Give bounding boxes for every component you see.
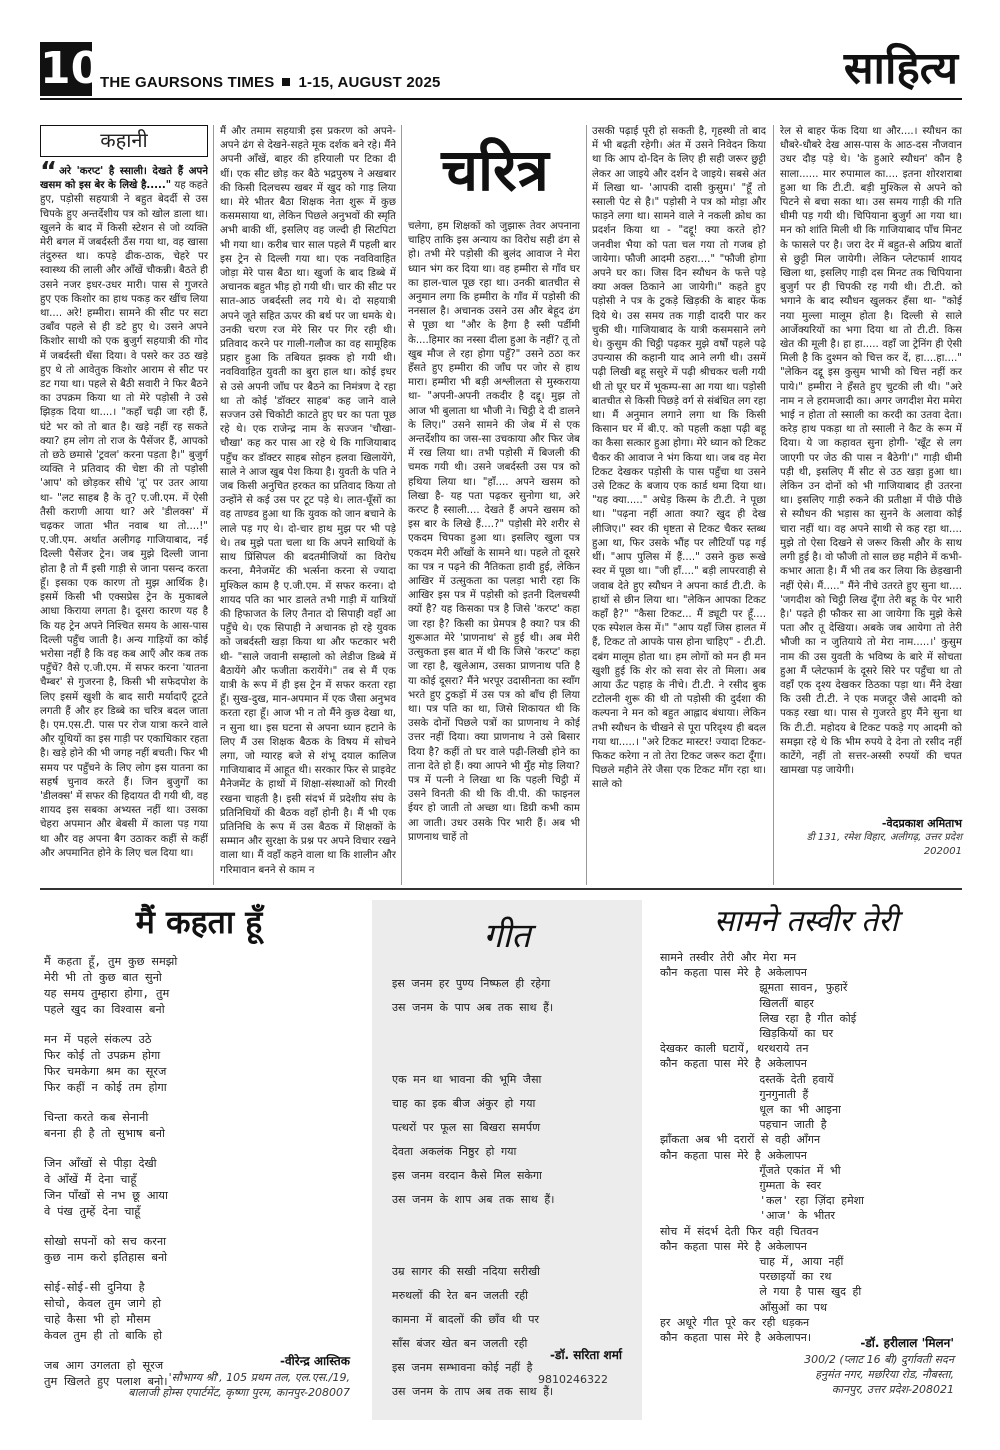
poem-line: झूमता सावन, फुहारें [660,981,848,995]
poem-samne-tasveer [650,900,962,1420]
story-author [780,817,962,859]
poem-line: दस्तकें देती हवायें [660,1072,834,1086]
story-text: रेल से बाहर फेंक दिया था और....। स्यौधन का धौबरे-धौबरे देख आस-पास के आठ-दस नौजवान उधर दौड़ पड़े थे। 'के हुआरे स्यौधन' कौन है साला...... मार रुपामाल का.... इतना शोरशराबा हुआ था कि टी.टी. बड़ी मुश्किल से अपने को पिटने से बचा सका था। उस समय गाड़ी की गति धीमी पड़ गयी थी। चिपियाना बुजुर्ग आ गया था। मन को शांति मिली थी कि गाजियाबाद पाँच मिनट के फासले पर है। जरा देर में बहुत-से अप्रिय बातों से छुट्टी मिल जायेगी। लेकिन प्लेटफार्म शायद खिला था, इसलिए गाड़ी दस मिनट तक चिपियाना बुजुर्ग पर ही चिपकी रह गयी थी। टी.टी. को भगाने के बाद स्यौधन खुलकर हँसा था- "कोई नया मुल्ला मालूम होता है। दिल्ली से साले आर्जेक्यरियों का भगा दिया था तो टी.टी. किस खेत की मूली है। हा हा..... वहाँ जा ट्रेनिंग ही ऐसी मिली है कि दुश्मन को चित्त कर दें, हा....हा...." "लेकिन दद्दू इस कुसुम भाभी को चित्त नहीं कर पाये।" हम्मीरा ने हँसते हुए चुटकी ली थी। "अरे नाम न ले हरामजादी का। अगर जगदीश मेरा ममेरा भाई न होता तो स्साली का करदी का उतवा देता। करेड़ हाथ पकड़ा था तो स्साली ने कैट के रूम में दिया। ये जा कहावत सुना होगी- 'खूँट से लग जाएगी पर जेठ की पास न बैठेगी'।" गाड़ी धीमी पड़ी थी, इसलिए मैं सीट से उठ खड़ा हुआ था। लेकिन उन दोनों को भी गाजियाबाद ही उतरना था। इसलिए गाड़ी रुकने की प्रतीक्षा में पीछे पीछे से स्यौधन की भड़ास का सुनने के अलावा कोई चारा नहीं था। वह अपने साथी से कह रहा था.... मुझे तो ऐसा दिखने से जरूर किसी और के साथ लगी हुई है। वो फौजी तो साल छह महीने में कभी-कभार आता है। मैं भी तब कर लिया कि छेड़खानी नहीं ऐसे। मैं....." मैंने नीचे उतरते हुए सुना था.... 'जगदीश को चिट्ठी लिख दूँगा तेरी बहू के पेर भारी है।' पढ़ते ही फौकर सा आ जायेगा कि मुझे केसे पता और तू देखिया। अबके जब आयेगा तो तेरी भौजी का न जुतियाये तो मेरा नाम.....।' कुसुम नाम की उस युवती के भविष्य के बारे में सोचता हुआ मैं प्लेटफार्म के दूसरे सिरे पर पहुँचा था तो वहाँ एक दृश्य देखकर ठिठका पड़ा था। मैंने देखा कि उसी टी.टी. ने एक मजदूर जैसे आदमी को पकड़ रखा था। पास से गुजरते हुए मैंने सुना था कि टी.टी. महोदय बे टिकट पकड़े गए आदमी को समझा रहे थे कि भीम रुपये दे देना तो रसीद नहीं काटेंगे, नहीं तो सत्तर-अस्सी रुपयों की चपत खामखा पड़ जायेगी। [780,126,962,777]
poem-line: सोचो, केवल तुम जागे हो [44,1297,162,1310]
poem-line: फिर चमकेगा श्रम का सूरज [44,1065,167,1078]
poem-title: सामने तस्वीर तेरी [713,904,899,939]
poem-line: पहले खुद का विश्वास बनो [44,1003,165,1016]
poem-line [44,1266,358,1280]
poem-line: परछाइयों का रथ [660,1270,832,1284]
poem-line: इस जनम सम्भावना कोई नहीं है [392,1361,533,1374]
poem-line: वे पंख तुम्हें देना चाहूँ [44,1205,141,1218]
poem-line: पत्थरों पर फूल सा बिखरा समर्पण [392,1121,541,1134]
column-divider [401,125,402,885]
poem-address [128,1370,350,1400]
poem-line: फिर कोई तो उपक्रम होगा [44,1049,161,1062]
poem-line: कुछ नाम करो इतिहास बनो [44,1251,168,1264]
poem-line: धूल का भी आइना [660,1103,841,1117]
address-line: 'सौभाग्य श्री', 105 प्रथम तल, एल.एस./19, [168,1371,350,1384]
poem-line: चिन्ता करते कब सेनानी [44,1111,149,1124]
poem-line: हर अधूरे गीत पूरे कर रही धड़कन [660,1315,810,1329]
poem-line: जिन पाँखों से नभ छू आया [44,1189,168,1202]
paper-info [100,74,441,91]
poem-line: देवता अकलंक निष्ठुर हो गया [392,1145,517,1158]
poem-line: देखकर काली घटायें, थरथराये तन [660,1042,809,1056]
poem-line: सोच में संदर्भ देती फिर वही चितवन [660,1224,819,1238]
poem-line: झाँकता अब भी दरारों से वही आँगन [660,1133,821,1147]
poem-line: 'आज' के भीतर [660,1209,836,1223]
story-text: यह कहते हुए, पड़ोसी सहयात्री ने बहुत बेदर्दी से उस चिपके हुए अन्तर्देशीय पत्र को खोल डाला था। खुलने के बाद में किसी स्टेशन से जो व्यक्ति मेरी बगल में जबर्दस्ती ठँस गया था, वह खासा तंदुरुस्त था। कपड़े ढीक-ठाक, चेहरे पर स्वास्थ्य की लाली और आँखें चौकन्नी। बैठते ही उसने नजर इधर-उधर मारी। पास से गुजरते हुए एक किशोर का हाथ पकड़ कर खींच लिया था.... अरे! हम्मीरा। सामने की सीट पर सटा उबाँव पहले से ही डटे हुए थे। उसने अपने किशोर साथी को एक बुजुर्ग सहयात्री की गोद में जबर्दस्ती धँसा दिया। वे पसरे कर उठ खड़े हुए थे तो आवेतुक किशोर आराम से सीट पर डट गया था। पहले से बैठी सवारी ने फिर बैठने का उपक्रम किया था तो मेरे पड़ोसी ने उसे झिड़क दिया था....। "कहाँ चढ़ी जा रही हैं, घंटे भर को तो बात है। खड़े नहीं रह सकते क्या? हम लोग तो राज के पैसेंजर हैं, आपको तो छठे छमासे 'ट्रवल' करना पड़ता है।" बुजुर्ग व्यक्ति ने प्रतिवाद की चेष्टा की तो पड़ोसी 'आप' को छोड़कर सीधे 'तू' पर उतर आया था- "लट साहब है के तू? ए.जी.एम. में ऐसी तैसी कराणी आया था? अरे 'डीलक्स' में चढ़कर जाता भीत नवाब था तो....!" ए.जी.एम. अर्थात अलीगढ़ गाजियाबाद, नई दिल्ली पैसेंजर ट्रेन। जब मुझे दिल्ली जाना होता है तो मैं इसी गाड़ी से जाना पसन्द करता हूँ। इसका एक कारण तो मुझ आर्थिक है। इसमें किसी भी एक्सप्रेस ट्रेन के मुकाबले आधा किराया लगता है। दूसरा कारण यह है कि यह ट्रेन अपने निश्चित समय के आस-पास दिल्ली पहुँच जाती है। अन्य गाड़ियों का कोई भरोसा नहीं है कि वह कब आएँ और कब तक पहुँचें? वैसे ए.जी.एम. में सफर करना 'यातना चैम्बर' से गुजरना है, किसी भी सफेदपोश के लिए इसमें खुशी के बाद सारी मर्यादाएँ टूटते लगती हैं और हर डिब्बे का चरित्र बदल जाता है। एम.एस.टी. पास पर रोज यात्रा करने वाले और यूथियों का इस गाड़ी पर एकाधिकार रहता है। खड़े होने की भी जगह नहीं बचती। फिर भी समय पर पहुँचने के लिए लोग इस यातना का सहर्ष चुनाव करते हैं। जिन बुजुर्गों का 'डीलक्स' में सफर की हिदायत दी गयी थी, वह शायद इस सबका अभ्यस्त नहीं था। उसका चेहरा अपमान और बेबसी में काला पड़ गया था और वह अपना बैग उठाकर कहीं से कहीं और अपमानित होने के लिए चल दिया था। [40,180,208,859]
poem-title: गीत [483,916,531,956]
story [40,125,962,895]
column-divider [773,125,774,885]
story-column-1 [40,125,208,885]
author-address: डी 131, रमेश विहार, अलीगढ़, उत्तर प्रदेश 202001 [806,832,962,857]
poem-line: गुनगुनाती हैं [660,1087,809,1101]
poem-line: वे आँखें मैं देना चाहूँ [44,1173,137,1186]
poem-line: साँस बंजर खेत बन जलती रही [392,1337,528,1350]
story-text: मैं और तमाम सहयात्री इस प्रकरण को अपने-अपने ढंग से देखने-सहते मूक दर्शक बने रहे। मैंने अपनी आँखें, बाहर की हरियाली पर टिका दी थीं। एक सीट छोड़ कर बैठे भद्रपुरुष ने अखबार की किसी दिलचस्प खबर में खुद को गाड़ लिया था। मेरे भीतर बैठा शिक्षक नेता शुरू में कुछ कसमसाया था, लेकिन पिछले अनुभवों की स्मृति अभी बाकी थीं, इसलिए वह जल्दी ही सिटपिटा भी गया था। करीब चार साल पहले मैं पहली बार इस ट्रेन से दिल्ली गया था। एक नवविवाहित जोड़ा मेरे पास बैठा था। खुर्जा के बाद डिब्बे में अचानक बहुत भीड़ हो गयी थी। चार की सीट पर सात-आठ जबर्दस्ती लद गये थे। दो सहयात्री अपने जूते सहित ऊपर की बर्थ पर जा धमके थे। उनकी चरण रज मेरे सिर पर गिर रही थी। प्रतिवाद करने पर गाली-गलौज का वह सामूहिक प्रहार हुआ कि तबियत झक्क हो गयी थी। नवविवाहित युवती का बुरा हाल था। कोई इधर से उसे अपनी जाँघ पर बैठने का निमंत्रण दे रहा था तो कोई 'डॉक्टर साहब' कह जाने वाले सज्जन उसे चिकोटी काटते हुए घर का पता पूछ रहे थे। एक राजेन्द्र नाम के सज्जन 'चौखा-चौखा' कह कर पास आ रहे थे कि गाजियाबाद पहुँच कर डॉक्टर साहब सोहन हलवा खिलायेंगे, साले ने आज खुब पेश किया है। युवती के पति ने जब किसी अनुचित हरकत का प्रतिवाद किया तो उन्होंने से कई उस पर टूट पड़े थे। लात-घूँसों का वह ताण्डव हुआ था कि युवक को जान बचाने के लाले पड़ गए थे। दो-चार हाथ मुझ पर भी पड़े थे। तब मुझे पता चला था कि अपने साथियों के साथ प्रिंसिपल की बदतमीजियों का विरोध करना, मैनेजमेंट की भर्त्सना करना से ज्यादा मुश्किल काम है ए.जी.एम. में सफर करना। दो शायद पति का भार डालते तभी गाड़ी में यात्रियों की हिफाजत के लिए तैनात दो सिपाही वहाँ आ पहुँचे थे। एक सिपाही ने अचानक हो रहे युवक को जबर्दस्ती खड़ा किया था और फटकार भरी थी- "साले जवानी सम्हालो को लेडीज डिब्बे में बैठायेंगे और फजीता करायेंगे।" तब से मैं एक यात्री के रूप में ही इस ट्रेन में सफर करता रहा हूँ। सुख-दुख, मान-अपमान में एक जैसा अनुभव करता रहा हूँ। आज भी न तो मैंने कुछ देखा था, न सुना था। इस घटना से अपना ध्यान हटाने के लिए मैं उस शिक्षक बैठक के विषय में सोचने लगा, जो ग्यारह बजे से शंभू दयाल कालिज गाजियाबाद में आहूत थी। सरकार फिर से प्राइवेट मैनेजमेंट के हाथों में शिक्षा-संस्थाओं को गिरवी रखना चाहती है। इसी संदर्भ में प्रदेशीय संघ के प्रतिनिधियों की बैठक वहाँ होनी है। मैं भी एक प्रतिनिधि के रूप में उस बैठक में शिक्षकों के सम्मान और सुरक्षा के प्रश्न पर अपने विचार रखने वाला था। मैं वहाँ कहने वाला था कि शालीन और गरिमावान बनने से काम न [220,126,396,876]
poem-line: मन में पहले संकल्प उठे [44,1033,152,1046]
poem-line: बनना ही है तो सुभाष बनो [44,1127,165,1140]
poem-line: एक मन था भावना की भूमि जैसा [392,1073,542,1086]
story-column-2 [220,125,396,885]
story-column-4 [592,125,766,885]
poem-geet [372,900,642,1420]
poem-line: लिख रहा है गीत कोई [660,1011,857,1025]
poem-line: पहचान जाती है [660,1118,827,1132]
poem-line: आँसुओं का पथ [660,1300,828,1314]
poem-line: यह समय तुम्हारा होगा, तुम [44,987,170,1000]
poem-line: तुम खिलते हुए पलाश बनो। [44,1375,168,1388]
category-label: कहानी [40,125,208,157]
story-title: चरित्र [441,136,549,204]
poem-line [44,1142,358,1156]
poem-line: उम्र सागर की सखी नदिया सरीखी [392,1265,540,1278]
poem-line [392,1212,642,1236]
poem-line: कौन कहता पास मेरे है अकेलापन [660,1239,807,1253]
poem-phone: 9810246322 [538,1373,608,1386]
poem-line: चाह का इक बीज अंकुर हो गया [392,1097,536,1110]
poem-line: केवल तुम ही तो बाकि हो [44,1329,163,1342]
author-name: -वेदप्रकाश अमिताभ [881,817,962,830]
poem-address [804,1352,954,1397]
poem-line: सामने तस्वीर तेरी और मेरा मन [660,951,797,964]
poem-line: इस जनम वरदान कैसे मिल सकेगा [392,1169,542,1182]
poem-line [44,1096,358,1110]
address-line: कानपुर, उत्तर प्रदेश-208021 [831,1383,954,1396]
poem-line: ले गया है पास खुद ही [660,1285,862,1299]
poem-line: कौन कहता पास मेरे है अकेलापन [660,1057,807,1071]
poem-line: खिड़कियों का घर [660,1027,834,1041]
poem-line: मरुथलों की रेत बन जलती रही [392,1289,528,1302]
poem-line: जिन आँखों से पीड़ा देखी [44,1157,157,1170]
poem-lines [40,954,358,1390]
poem-line [392,1044,642,1068]
poem-line: उस जनम के ताप अब तक साथ हैं। [392,1385,554,1398]
poem-line: कामना में बादलों की छाँव थी पर [392,1313,540,1326]
poem-line [392,1020,642,1044]
poem-line: सोई-सोई-सी दुनिया है [44,1281,145,1294]
separator-square-icon [282,78,290,86]
address-line: 300/2 (प्लाट 16 बी) दुर्गावती सदन [804,1353,954,1366]
poem-line: कौन कहता पास मेरे है अकेलापन [660,966,807,980]
poem-line: गूँजते एकांत में भी [660,1163,841,1177]
poem-line [392,1236,642,1260]
poem-line: फिर कहीं न कोई तम होगा [44,1081,167,1094]
poem-author: -वीरेन्द्र आस्तिक [279,1354,350,1368]
poem-lines [650,950,962,1345]
page-number: 10 [40,43,102,94]
section-title: साहित्य [843,43,958,94]
quote-open-icon: “ [40,157,58,187]
story-lead: अरे 'करप्ट' है स्साली। देखते हैं अपने खसम को इस बेर के लिखे है....." [40,166,208,192]
column-divider [213,125,214,885]
poem-line: 'कल' रहा ज़िंदा हमेशा [660,1194,864,1208]
issue-date: 1-15, AUGUST 2025 [298,74,441,91]
poem-line [44,1220,358,1234]
poem-title: मैं कहता हूँ [135,903,263,941]
poem-main-kehta-hoon [40,900,358,1420]
poem-line: मैं कहता हूँ, तुम कुछ समझो [44,955,178,968]
story-column-3 [408,220,580,885]
poem-line: उस जनम के पाप अब तक साथ हैं। [392,1001,554,1014]
story-text: चलेगा, हम शिक्षकों को जुझारू तेवर अपनाना चाहिए ताकि इस अन्याय का विरोध सही ढंग से हो। तभी मेरे पड़ोसी की बुलंद आवाज ने मेरा ध्यान भंग कर दिया था। वह हम्मीरा से गाँव घर का हाल-चाल पूछ रहा था। उनकी बातचीत से अनुमान लगा कि हम्मीरा के गाँव में पड़ोसी की ननसाल है। अचानक उसने उस और बेहूद ढंग से पूछा था "और के हैगा है स्सी पर्डीमी के....हिमार का नस्सा दीला हुआ के नहीं? तू तो खुब मौज ले रहा होगा पहुँ?" उसने ठठा कर हँसते हुए हम्मीरा की जाँघ पर जोर से हाथ मारा। हम्मीरा भी बड़ी अश्लीलता से मुस्कराया था- "अपनी-अपनी तकदीर है दद्दू। मुझ तो आज भी बुलाता था भौजी ने। चिट्ठी दे दी डालने के लिए।" उसने सामने की जेब में से एक अन्तर्देशीय का जस-सा उचकाया और फिर जेब में रख लिया था। तभी पड़ोसी में बिजली की चमक गयी थी। उसने जबर्दस्ती उस पत्र को हथिया लिया था। "हाँ.... अपने खसम को लिखा है- यह पता पढ़कर सुनोगा था, अरे करप्ट है स्साली.... देखते हैं अपने खसम को इस बार के लिखे हैं....?" पड़ोसी मेरे शरीर से एकदम चिपका हुआ था। इसलिए खुला पत्र एकदम मेरी आँखों के सामने था। पहले तो दूसरे का पत्र न पढ़ने की नैतिकता हावी हुई, लेकिन आखिर में उत्सुकता का पलड़ा भारी रहा कि आखिर इस पत्र में पड़ोसी को इतनी दिलचस्पी क्यों है? यह किसका पत्र है जिसे 'करप्ट' कहा जा रहा है? किसी का प्रेमपत्र है क्या? पत्र की शुरूआत मेरे 'प्राणनाथ' से हुई थी। अब मेरी उत्सुकता इस बात में थी कि जिसे 'करप्ट' कहा जा रहा है, खुलेआम, उसका प्राणनाथ पति है या कोई दूसरा? मैंने भरपूर उदासीनता का स्वाँग भरते हुए टुकड़ों में उस पत्र को बाँच ही लिया था। पत्र पति का था, जिसे शिकायत थी कि उसके दोनों पिछले पत्रों का प्राणनाथ ने कोई उत्तर नहीं दिया। क्या प्राणनाथ ने उसे बिसार दिया है? कहीं तो घर वाले पढ़ी-लिखी होने का ताना देते हो हैं। क्या आपने भी मुँह मोड़ लिया? पत्र में पत्नी ने लिखा था कि पहली चिट्ठी में उसने विनती की थी कि वी.पी. की फाइनल ईयर हो जाती तो अच्छा था। डिग्री कभी काम आ जाती। उधर उसके पिर भारी हैं। अब भी प्राणनाथ चाहें तो [408,221,580,843]
address-line: बालाजी होम्स एपार्टमेंट, कृष्णा पुरम, कानपुर-208007 [128,1386,350,1399]
poem-line: कौन कहता पास मेरे है अकेलापन [660,1148,807,1162]
poem-line [44,1018,358,1032]
poem-author: -डॉ. सरिता शर्मा [550,1348,622,1362]
masthead [40,40,962,100]
poem-line: जब आग उगलता हो सूरज [44,1359,164,1372]
poem-line: मेरी भी तो कुछ बात सुनो [44,971,162,984]
story-column-5 [780,125,962,811]
poem-line: कौन कहता पास मेरे है अकेलापन। [660,1331,812,1345]
story-text: उसकी पढ़ाई पूरी हो सकती है, गृहस्थी तो बाद में भी बढ़ती रहेगी। अंत में उसने निवेदन किया था कि आप दो-दिन के लिए ही सही जरूर छुट्टी लेकर आ जाइये और दर्शन दे जाइये। सबसे अंत में लिखा था- 'आपकी दासी कुसुम।' "हूँ तो स्साली पेट से है।" पड़ोसी ने पत्र को मोड़ा और फाड़ने लगा था। सामने वाले ने नकली क्रोध का प्रदर्शन किया था - "दद्दू! क्या करते हो? जनवीश भैया को पता चल गया तो गजब हो जायेगा। फौजी आदमी ठहरा...." "फौजी होगा अपने घर का। जिस दिन स्यौधन के फत्ते पड़े क्या अक्ल ठिकाने आ जायेगी।" कहते हुए पड़ोसी ने पत्र के टुकड़े खिड़की के बाहर फेंक दिये थे। उस समय तक गाड़ी दादरी पार कर चुकी थी। गाजियाबाद के यात्री कसमसाने लगे थे। कुसुम की चिट्ठी पढ़कर मुझे वर्षों पहले पढ़े उपन्यास की कहानी याद आने लगी थी। उसमें पढ़ी लिखी बहू ससुरे में पढ़ी श्रीचकर चली गयी थी तो घूर घर में भूकम्प-सा आ गया था। पड़ोसी बातचीत से किसी पिछड़े वर्ग से संबंधित लग रहा था। मैं अनुमान लगाने लगा था कि किसी किसान घर में बी.ए. को पहली कक्षा पढ़ी बहू का कैसा सत्कार हुआ होगा। मेरे ध्यान को टिकट चैकर की आवाज ने भंग किया था। जब वह मेरा टिकट देखकर पड़ोसी के पास पहुँचा था उसने उसे टिकट के बजाय एक कार्ड थमा दिया था। "यह क्या....." अधेड़ किस्म के टी.टी. ने पूछा था। "पढ़ना नहीं आता क्या? खुद ही देख लीजिए।" स्वर की धृष्टता से टिकट चैकर स्तब्ध हुआ था, फिर उसके भौंह पर लौटियाँ पढ़ गई थीं। "आप पुलिस में हैं...." उसने कुछ रूखे स्वर में पूछा था। "जी हाँ...." बड़ी लापरवाही से जवाब देते हुए स्यौधन ने अपना कार्ड टी.टी. के हाथों से छीन लिया था। "लेकिन आपका टिकट कहाँ है?" "कैसा टिकट... मैं ड्यूटी पर हूँ.... एक स्पेशल केस में।" "आप यहाँ जिस हालत में हैं, टिकट तो आपके पास होना चाहिए" - टी.टी. दबंग मालूम होता था। हम लोगों को मन ही मन खुशी हुई कि शेर को सवा सेर तो मिला। अब आया ऊँट पहाड़ के नीचे। टी.टी. ने रसीद बुक टटोलनी शुरू की थी तो पड़ोसी की दुर्दशा की कल्पना ने मन को बहुत आह्लाद बंधाया। लेकिन तभी स्यौधन के चीखने से पूरा परिदृश्य ही बदल गया था.....। "अरे टिकट मास्टर! ज्यादा टिकट-फिकट करेगा न तो तेरा टिकट जरूर कटा दूँगा। पिछले महीने तेरे जैसा एक टिकट माँग रहा था। साले को [592,126,766,791]
poem-line: चाह में, आया नहीं [660,1255,844,1269]
poem-line: इस जनम हर पुण्य निष्फल ही रहेगा [392,977,551,990]
poem-line: चाहे कैसा भी हो मौसम [44,1313,151,1326]
poem-lines [372,972,642,1404]
poem-line: उस जनम के शाप अब तक साथ हैं। [392,1193,555,1206]
column-divider [586,125,587,885]
poem-line: ग़ुम्मता के स्वर [660,1179,822,1193]
section-divider [40,888,962,890]
address-line: हनुमंत नगर, मछरिया रोड, नौबस्ता, [815,1368,954,1381]
paper-name: THE GAURSONS TIMES [100,74,275,91]
poem-line: खिलतीं बाहर [660,996,814,1010]
poem-author: -डॉ. हरीलाल 'मिलन' [860,1336,954,1350]
poem-line: सोखो सपनों को सच करना [44,1235,167,1248]
